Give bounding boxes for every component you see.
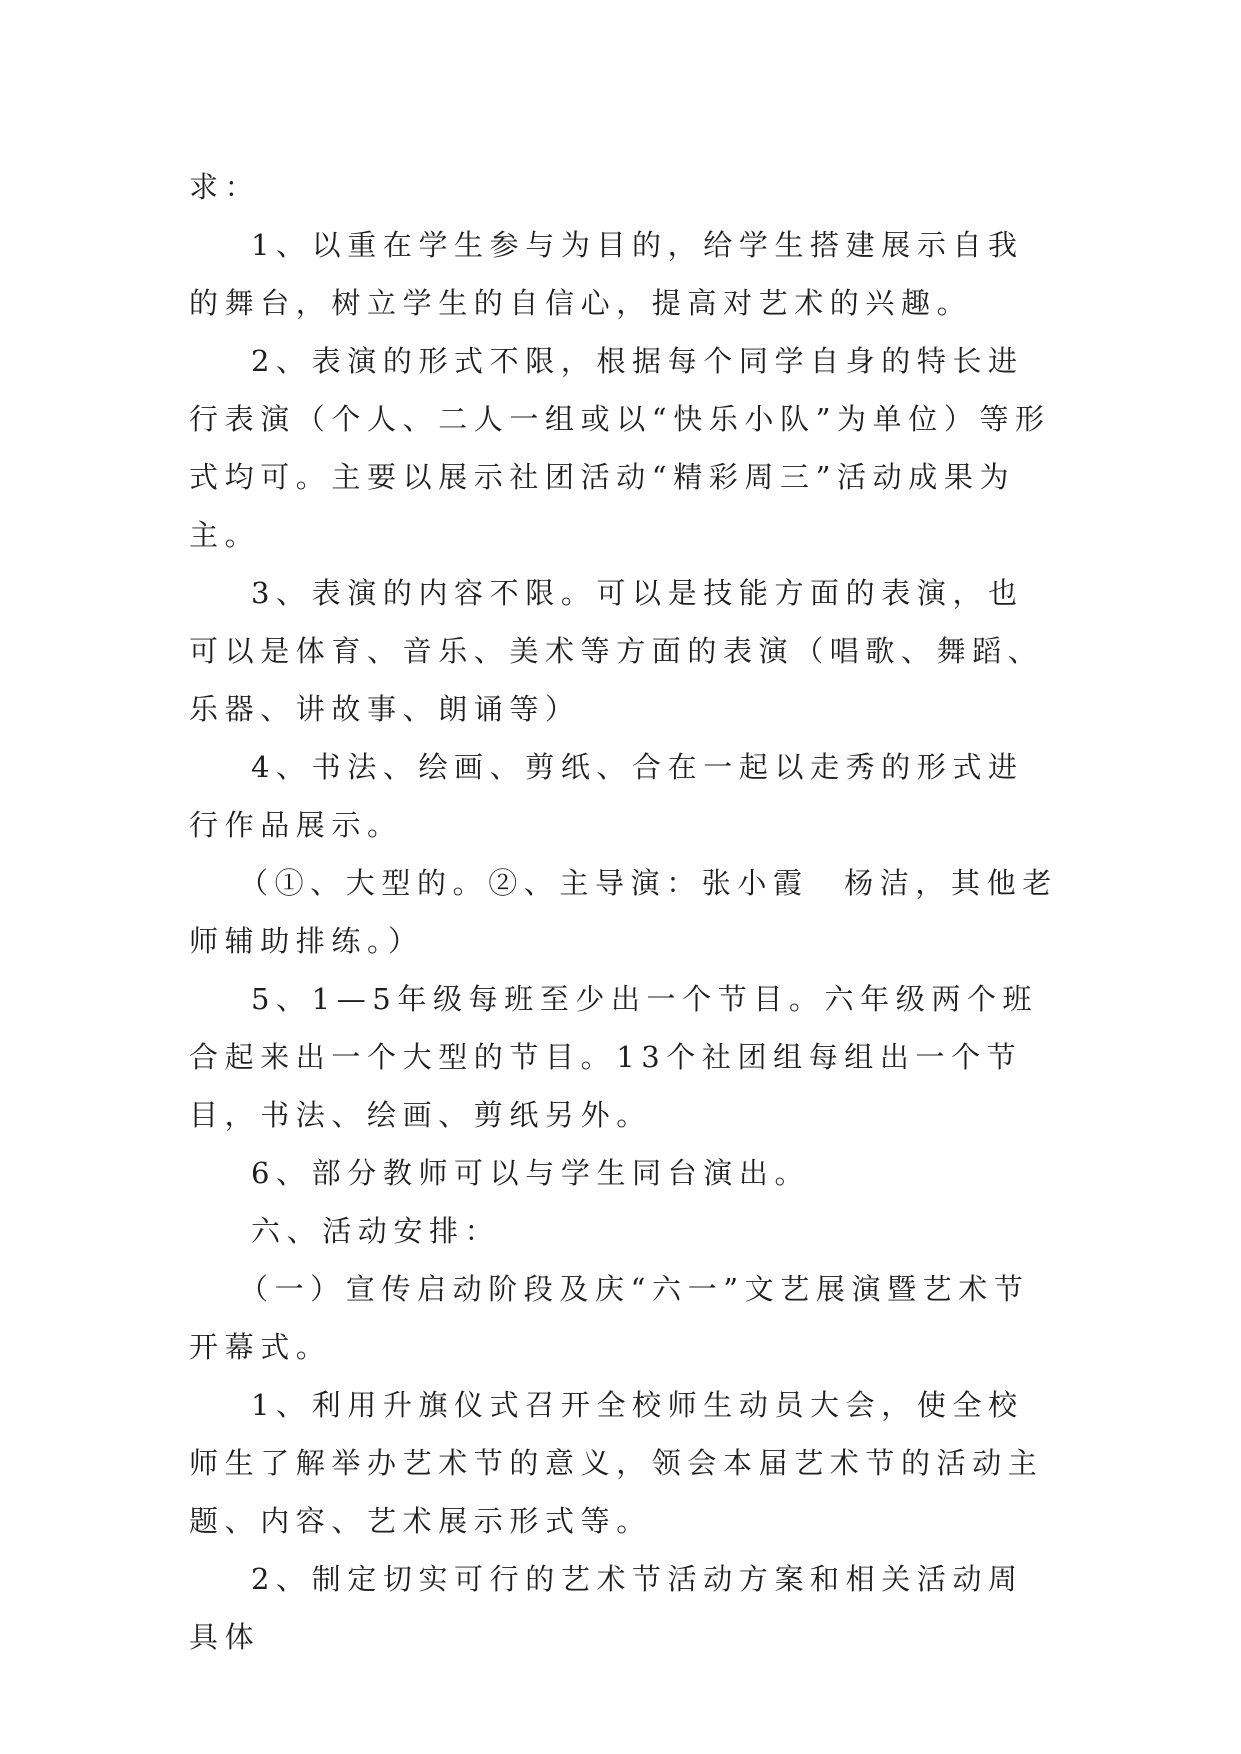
subsection-heading-phase-1: （一）宣传启动阶段及庆“六一”文艺展演暨艺术节开幕式。 — [189, 1272, 1030, 1364]
paragraph-item-1: 1、以重在学生参与为目的，给学生搭建展示自我的舞台，树立学生的自信心，提高对艺术的兴趣。 — [189, 228, 1024, 320]
paragraph-continuation: 求： — [189, 170, 261, 204]
paragraph-note: （①、大型的。②、主导演：张小霞 杨洁，其他老师辅助排练。） — [189, 866, 1058, 958]
section-heading-activity-arrangement: 六、活动安排： — [251, 1214, 501, 1248]
paragraph-item-6: 6、部分教师可以与学生同台演出。 — [251, 1156, 811, 1190]
document-body — [189, 158, 1059, 1666]
paragraph-item-4: 4、书法、绘画、剪纸、合在一起以走秀的形式进行作品展示。 — [189, 750, 1024, 842]
paragraph-item-5: 5、1—5年级每班至少出一个节目。六年级两个班合起来出一个大型的节目。13个社团组每组出一个节目，书法、绘画、剪纸另外。 — [189, 982, 1039, 1132]
paragraph-item-2: 2、表演的形式不限，根据每个同学自身的特长进行表演（个人、二人一组或以“快乐小队”为单位）等形式均可。主要以展示社团活动“精彩周三”活动成果为主。 — [189, 344, 1051, 552]
paragraph-phase-item-2: 2、制定切实可行的艺术节活动方案和相关活动周具体 — [189, 1562, 1024, 1654]
paragraph-item-3: 3、表演的内容不限。可以是技能方面的表演，也可以是体育、音乐、美术等方面的表演（唱歌、舞蹈、乐器、讲故事、朗诵等） — [189, 576, 1044, 726]
paragraph-phase-item-1: 1、利用升旗仪式召开全校师生动员大会，使全校师生了解举办艺术节的意义，领会本届艺术节的活动主题、内容、艺术展示形式等。 — [189, 1388, 1044, 1538]
